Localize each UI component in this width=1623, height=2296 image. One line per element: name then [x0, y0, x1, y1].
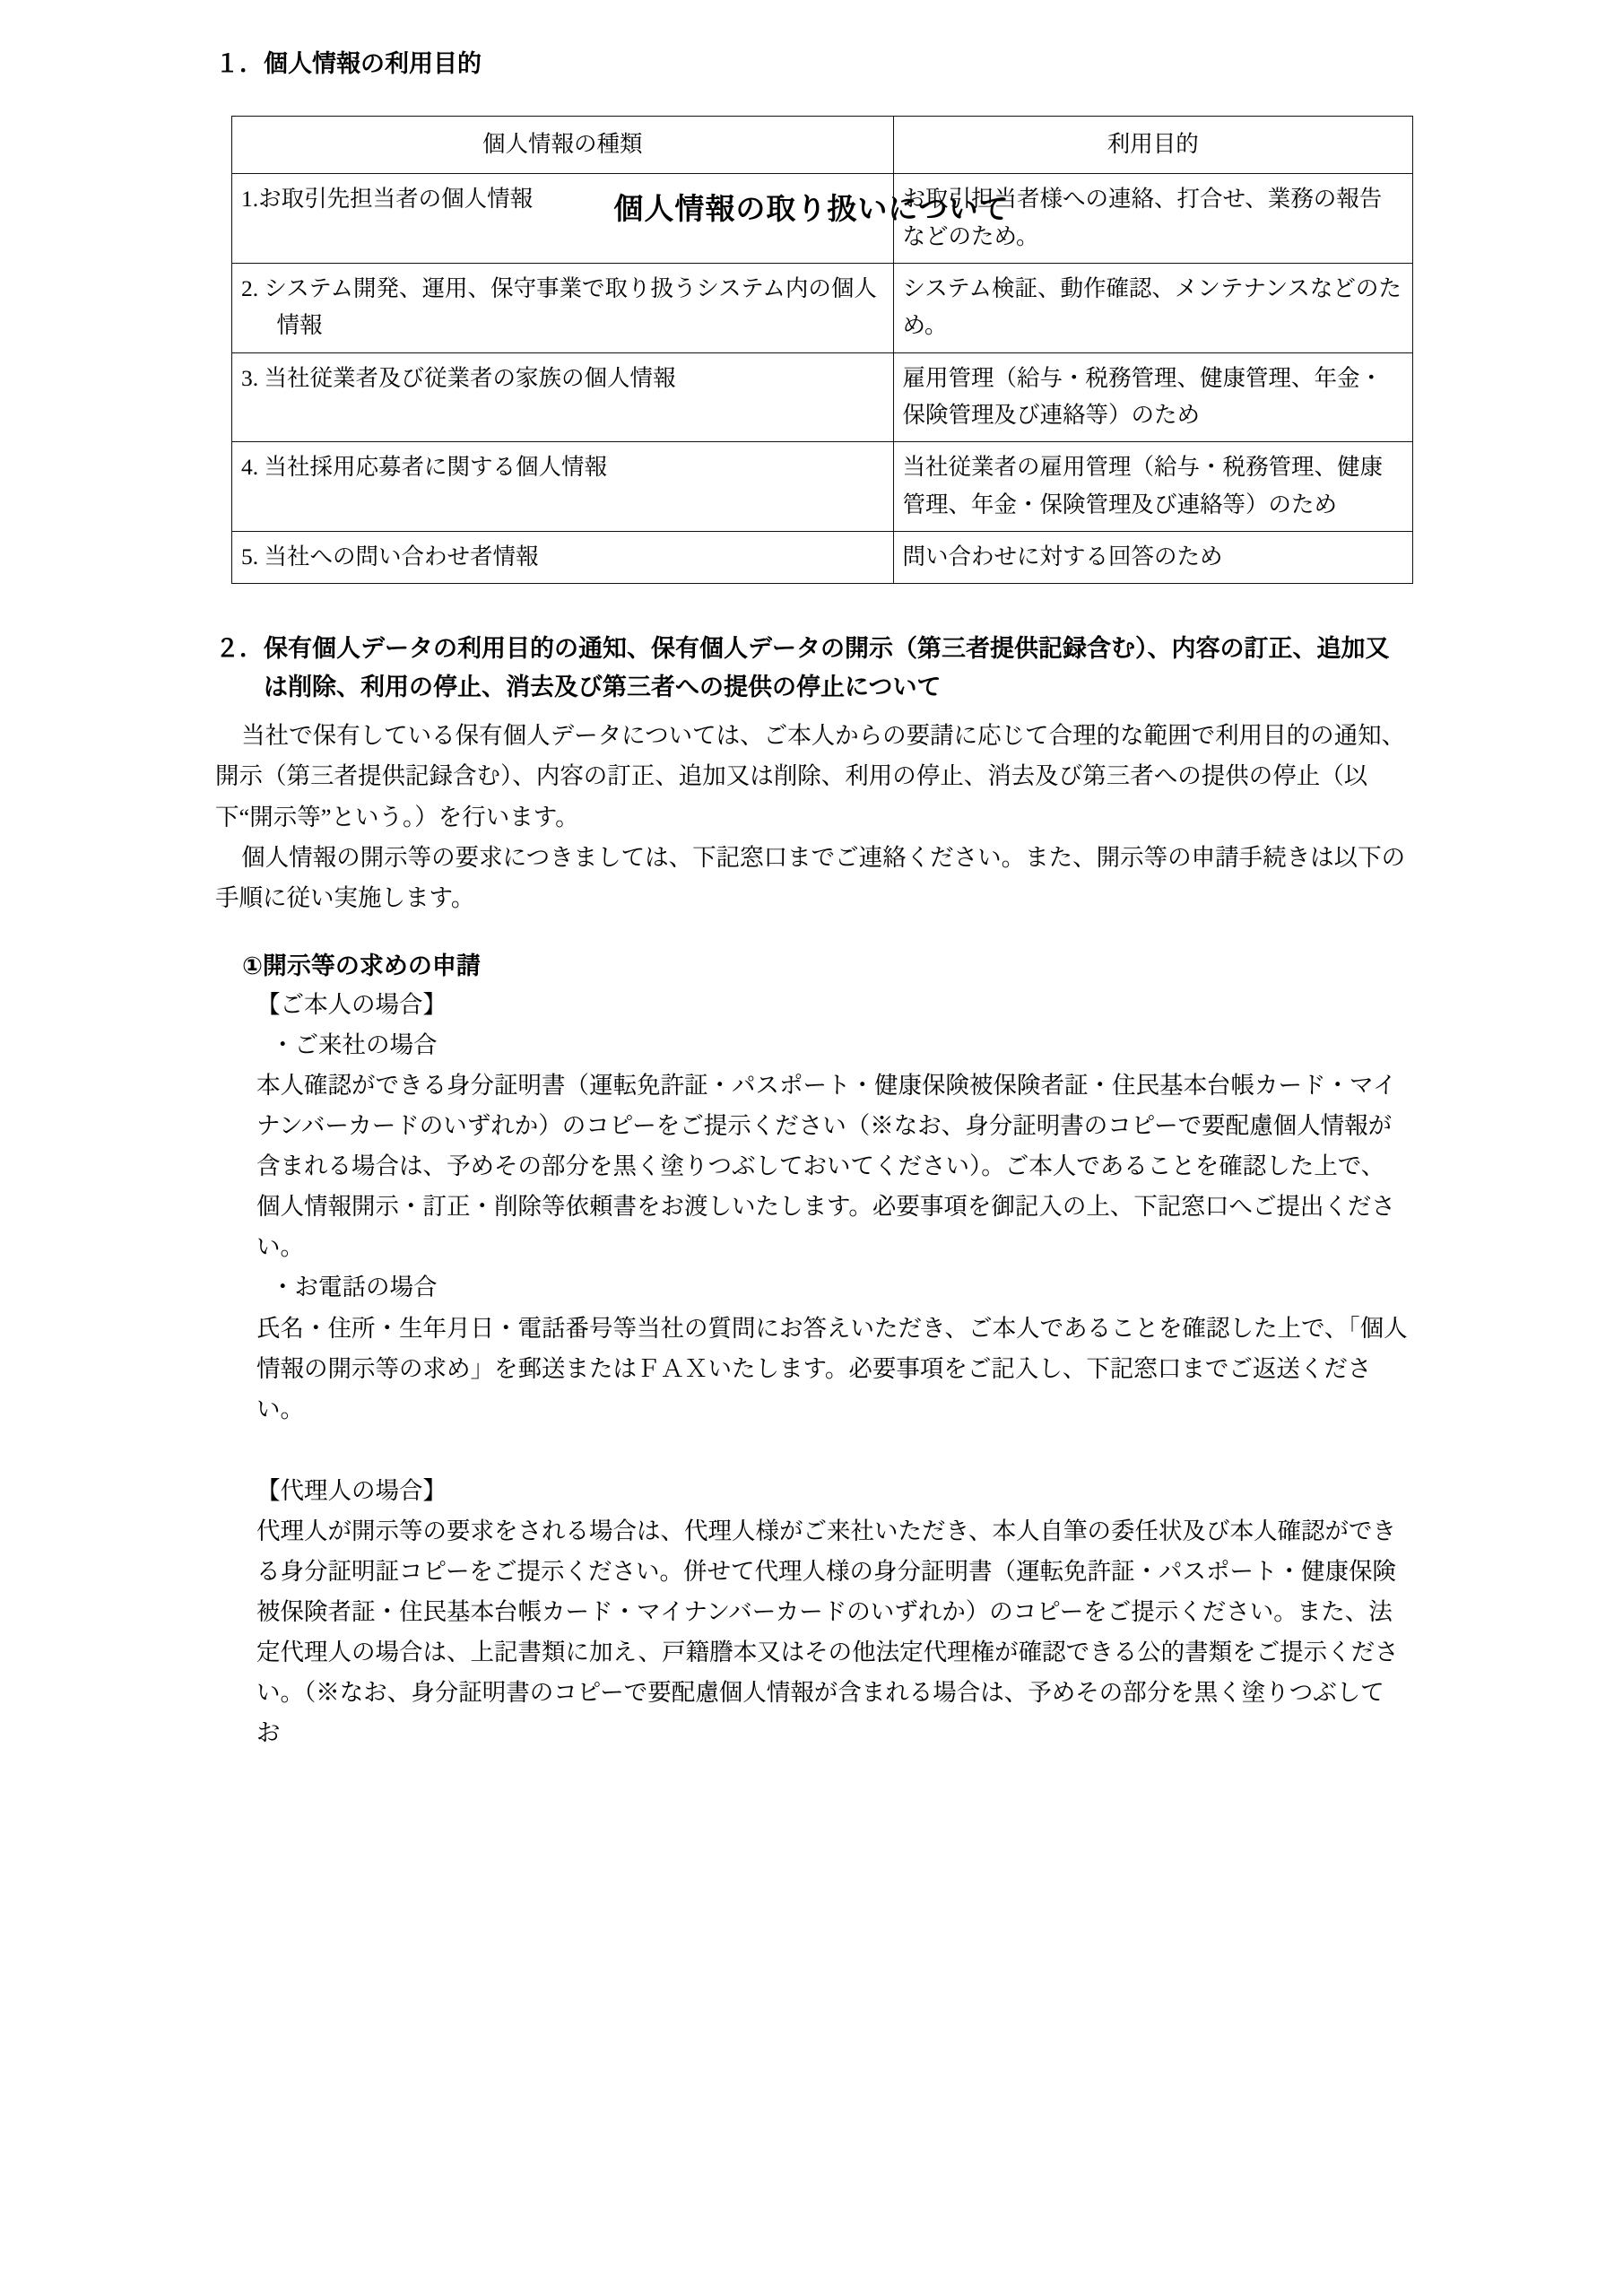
table-cell-purpose	[893, 174, 1412, 264]
paragraph: 本人確認ができる身分証明書（運転免許証・パスポート・健康保険被保険者証・住民基本台帳カード・マイナンバーカードのいずれか）のコピーをご提示ください（※なお、身分証明書のコピーで要配慮個人情報が含まれる場合は、予めその部分を黒く塗りつぶしておいてください）。ご本人であることを確認した上で、個人情報開示・訂正・削除等依頼書をお渡しいたします。必要事項を御記入の上、下記窓口へご提出ください。	[256, 1072, 1397, 1261]
cell-text: 5. 当社への問い合わせ者情報	[241, 543, 539, 570]
table-cell-purpose	[893, 264, 1412, 353]
table-row	[232, 264, 1413, 353]
item-1-heading: ①開示等の求めの申請	[242, 952, 481, 980]
paragraph: 当社で保有している保有個人データについては、ご本人からの要請に応じて合理的な範囲で利用目的の通知、開示（第三者提供記録含む）、内容の訂正、追加又は削除、利用の停止、消去及び第三者への提供の停止（以下“開示等”という。）を行います。	[215, 722, 1406, 831]
table-cell-kind	[232, 264, 894, 353]
agent-case-label: 【代理人の場合】	[256, 1476, 447, 1504]
self-phone-bullet: ・お電話の場合	[271, 1274, 438, 1301]
table-header-row	[232, 117, 1413, 174]
cell-text: お取引担当者様への連絡、打合せ、業務の報告などのため。	[902, 186, 1383, 249]
section-1-heading: １．個人情報の利用目的	[215, 50, 482, 78]
cell-text: 3. 当社従業者及び従業者の家族の個人情報	[241, 364, 676, 391]
self-case-label: 【ご本人の場合】	[256, 991, 447, 1019]
agent-case-block	[215, 1511, 1408, 1753]
section-2-heading-text: 保有個人データの利用目的の通知、保有個人データの開示（第三者提供記録含む）、内容の訂正、追加又は削除、利用の停止、消去及び第三者への提供の停止について	[264, 635, 1390, 701]
document-body	[215, 0, 1408, 1753]
table-row	[232, 442, 1413, 532]
table-cell-kind	[232, 352, 894, 442]
table-cell-kind	[232, 531, 894, 583]
cell-text: 4. 当社採用応募者に関する個人情報	[241, 454, 608, 481]
self-visit-bullet: ・ご来社の場合	[271, 1031, 438, 1059]
paragraph: 個人情報の開示等の要求につきましては、下記窓口までご連絡ください。また、開示等の申請手続きは以下の手順に従い実施します。	[215, 843, 1406, 911]
table-cell-kind	[232, 442, 894, 532]
spacer	[215, 1430, 1408, 1471]
cell-text: 当社従業者の雇用管理（給与・税務管理、健康管理、年金・保険管理及び連絡等）のため	[902, 454, 1384, 517]
section-2-paragraphs	[215, 707, 1408, 918]
table-cell-purpose	[893, 531, 1412, 583]
page-title: 個人情報の取り扱いについて	[613, 191, 1010, 226]
cell-text: 2. システム開発、運用、保守事業で取り扱うシステム内の個人情報	[241, 275, 877, 339]
personal-info-purpose-table	[231, 116, 1413, 584]
cell-text: システム検証、動作確認、メンテナンスなどのため。	[902, 275, 1402, 339]
section-2-number: ２．	[215, 635, 264, 664]
table-row	[232, 174, 1413, 264]
self-phone-block	[215, 1309, 1408, 1430]
paragraph: 氏名・住所・生年月日・電話番号等当社の質問にお答えいただき、ご本人であることを確認した上で、「個人情報の開示等の求め」を郵送またはＦＡＸいたします。必要事項をご記入し、下記窓口までご返送ください。	[256, 1314, 1408, 1422]
table-row	[232, 352, 1413, 442]
self-visit-block	[215, 1065, 1408, 1267]
cell-text: 雇用管理（給与・税務管理、健康管理、年金・保険管理及び連絡等）のため	[902, 364, 1384, 428]
table-row	[232, 531, 1413, 583]
table-cell-purpose	[893, 442, 1412, 532]
cell-text: 問い合わせに対する回答のため	[902, 543, 1223, 570]
table-cell-purpose	[893, 352, 1412, 442]
table-cell-kind	[232, 174, 894, 264]
paragraph: 代理人が開示等の要求をされる場合は、代理人様がご来社いただき、本人自筆の委任状及び本人確認ができる身分証明証コピーをご提示ください。併せて代理人様の身分証明書（運転免許証・パスポート・健康保険被保険者証・住民基本台帳カード・マイナンバーカードのいずれか）のコピーをご提示ください。また、法定代理人の場合は、上記書類に加え、戸籍謄本又はその他法定代理権が確認できる公的書類をご提示ください。（※なお、身分証明書のコピーで要配慮個人情報が含まれる場合は、予めその部分を黒く塗りつぶしてお	[256, 1517, 1399, 1746]
column-header-kind: 個人情報の種類	[232, 117, 894, 174]
cell-text: 1.お取引先担当者の個人情報	[241, 186, 534, 213]
column-header-purpose: 利用目的	[893, 117, 1412, 174]
section-2-heading	[215, 584, 1408, 707]
